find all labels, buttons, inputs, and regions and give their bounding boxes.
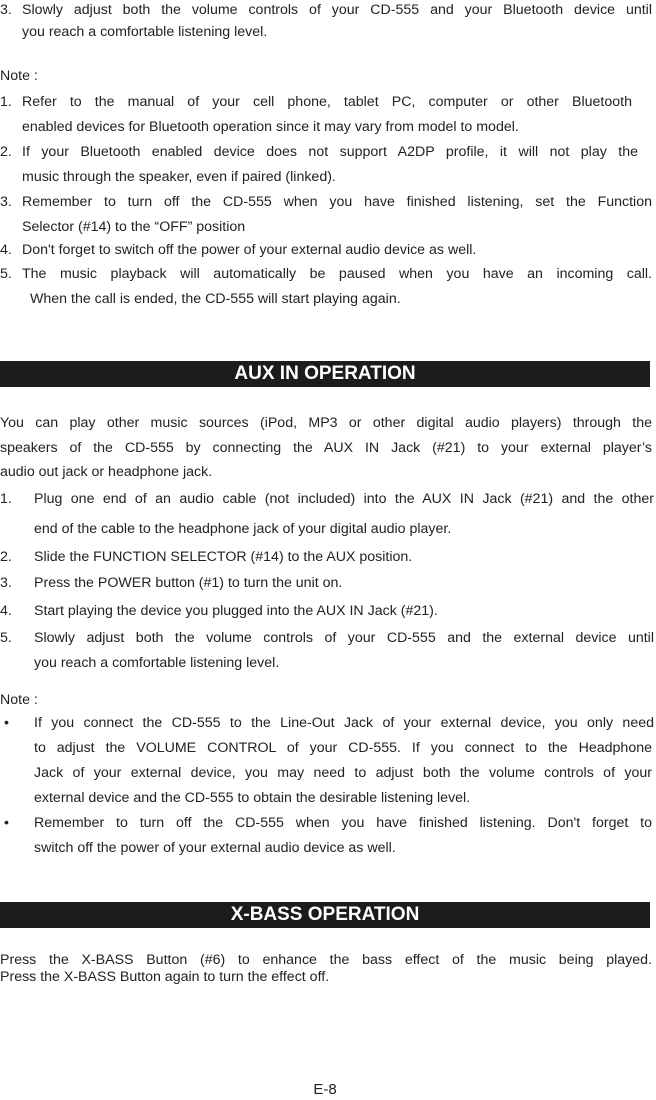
intro-text: speakers of the CD-555 by connecting the AUX IN Jack (#21) to your external player’s — [0, 440, 652, 456]
list-number: 5. — [0, 266, 12, 282]
step-text: Start playing the device you plugged into the AUX IN Jack (#21). — [34, 603, 438, 619]
bullet-text: Jack of your external device, you may need to adjust both the volume controls of your — [34, 765, 652, 781]
list-item-text: enabled devices for Bluetooth operation since it may vary from model to model. — [22, 119, 519, 135]
section-heading-xbass: X-BASS OPERATION — [0, 902, 650, 928]
note-label: Note : — [0, 692, 38, 708]
list-item-text: If your Bluetooth enabled device does not support A2DP profile, it will not play the — [22, 144, 638, 160]
list-number: 3. — [0, 2, 12, 18]
list-item-text: you reach a comfortable listening level. — [22, 24, 268, 40]
list-number: 4. — [0, 242, 12, 258]
intro-text: You can play other music sources (iPod, MP3 or other digital audio players) through the — [0, 415, 652, 431]
list-number: 3. — [0, 194, 12, 210]
list-item-text: Selector (#14) to the “OFF” position — [22, 219, 246, 235]
step-text: Slowly adjust both the volume controls of your CD-555 and the external device until — [34, 630, 654, 646]
bullet-text: external device and the CD-555 to obtain the desirable listening level. — [34, 790, 471, 806]
list-item-text: Don't forget to switch off the power of your external audio device as well. — [22, 242, 477, 258]
bullet: • — [4, 815, 9, 831]
bullet-text: If you connect the CD-555 to the Line-Out Jack of your external device, you only need — [34, 715, 654, 731]
note-label: Note : — [0, 68, 38, 84]
step-text: end of the cable to the headphone jack of your digital audio player. — [34, 521, 452, 537]
step-text: you reach a comfortable listening level. — [34, 655, 280, 671]
page-number: E-8 — [313, 1081, 337, 1098]
list-item-text: Remember to turn off the CD-555 when you have finished listening, set the Function — [22, 194, 652, 210]
list-number: 1. — [0, 94, 12, 110]
step-text: Press the POWER button (#1) to turn the unit on. — [34, 575, 343, 591]
xbass-text: Press the X-BASS Button again to turn the effect off. — [0, 969, 330, 985]
step-text: Plug one end of an audio cable (not included) into the AUX IN Jack (#21) and the other — [34, 491, 654, 507]
bullet-text: Remember to turn off the CD-555 when you have finished listening. Don't forget to — [34, 815, 652, 831]
step-number: 4. — [0, 603, 12, 619]
intro-text: audio out jack or headphone jack. — [0, 464, 213, 480]
step-text: Slide the FUNCTION SELECTOR (#14) to the AUX position. — [34, 549, 413, 565]
bullet-text: switch off the power of your external audio device as well. — [34, 840, 396, 856]
xbass-text: Press the X-BASS Button (#6) to enhance the bass effect of the music being played. — [0, 952, 652, 968]
step-number: 2. — [0, 549, 12, 565]
list-number: 2. — [0, 144, 12, 160]
bullet-text: to adjust the VOLUME CONTROL of your CD-555. If you connect to the Headphone — [34, 740, 652, 756]
step-number: 3. — [0, 575, 12, 591]
list-item-text: The music playback will automatically be paused when you have an incoming call. — [22, 266, 652, 282]
step-number: 1. — [0, 491, 12, 507]
list-item-text: Slowly adjust both the volume controls of your CD-555 and your Bluetooth device until — [22, 2, 652, 18]
step-number: 5. — [0, 630, 12, 646]
section-heading-aux: AUX IN OPERATION — [0, 361, 650, 387]
list-item-text: When the call is ended, the CD-555 will start playing again. — [30, 291, 401, 307]
list-item-text: Refer to the manual of your cell phone, tablet PC, computer or other Bluetooth — [22, 94, 632, 110]
list-item-text: music through the speaker, even if paired (linked). — [22, 169, 336, 185]
bullet: • — [4, 715, 9, 731]
